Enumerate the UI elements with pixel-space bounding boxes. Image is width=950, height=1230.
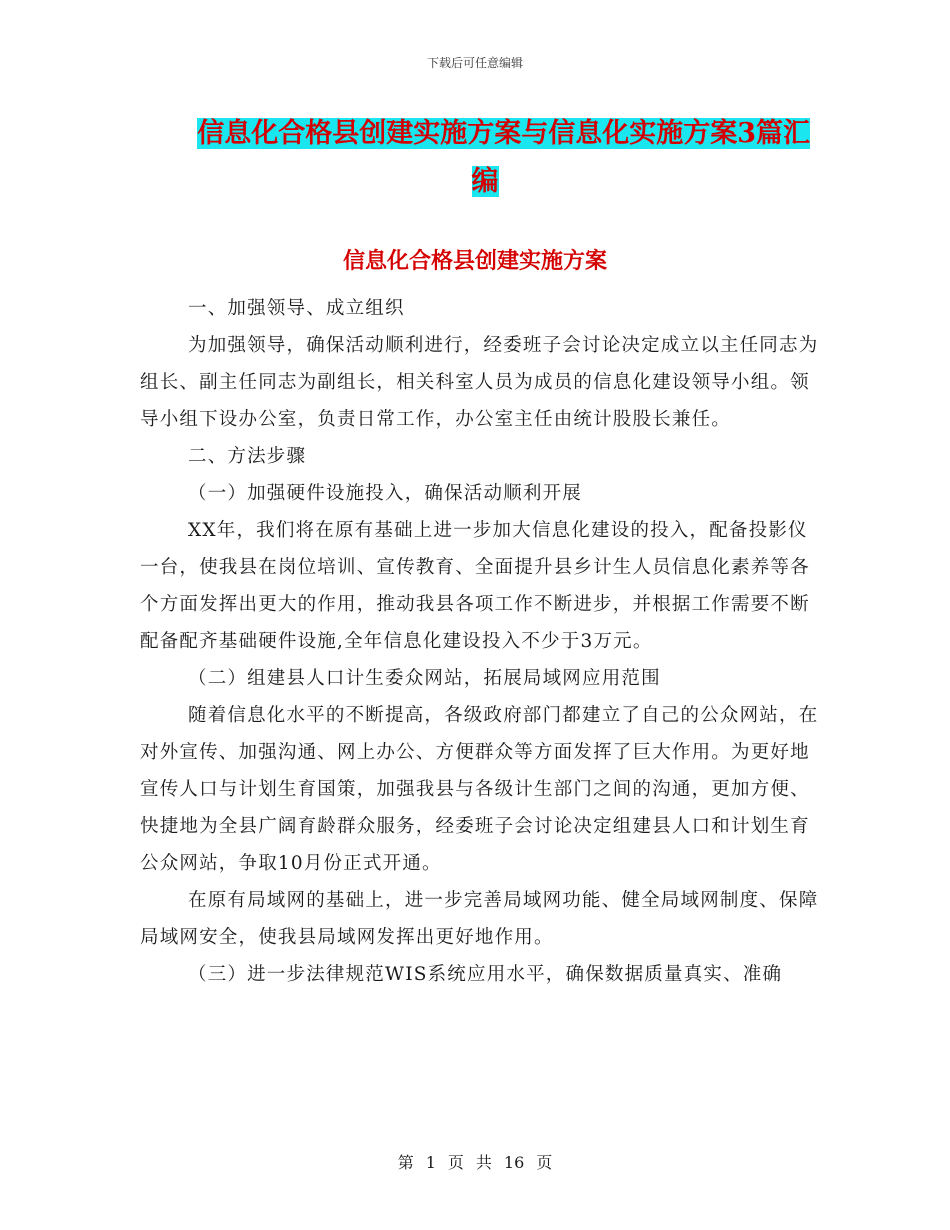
footer-prefix: 第 [397,1153,414,1172]
subheading-3: （三）进一步法律规范WIS系统应用水平，确保数据质量真实、准确 [188,964,783,985]
header-note: 下载后可任意编辑 [426,56,523,70]
title-line-1: 信息化合格县创建实施方案与信息化实施方案3篇汇 [197,118,810,149]
paragraph-4: 在原有局域网的基础上，进一步完善局域网功能、健全局域网制度、保障局域网安全，使我县局域网发挥出更好地作用。 [140,890,819,948]
footer-suffix: 页 [536,1153,553,1172]
subheading-1: （一）加强硬件设施投入，确保活动顺利开展 [188,483,583,504]
page-footer [0,1150,950,1173]
heading-2: 二、方法步骤 [188,446,307,467]
paragraph-3: 随着信息化水平的不断提高，各级政府部门都建立了自己的公众网站，在对外宣传、加强沟通、网上办公、方便群众等方面发挥了巨大作用。为更好地宣传人口与计划生育国策，加强我县与各级计生部门之间的沟通，更加方便、快捷地为全县广阔育龄群众服务，经委班子会讨论决定组建县人口和计划生育公众网站，争取10月份正式开通。 [140,705,819,874]
document-body [140,290,820,993]
section-title: 信息化合格县创建实施方案 [342,248,607,274]
paragraph-2: XX年，我们将在原有基础上进一步加大信息化建设的投入，配备投影仪一台，使我县在岗位培训、宣传教育、全面提升县乡计生人员信息化素养等各个方面发挥出更大的作用，推动我县各项工作不断进步，并根据工作需要不断配备配齐基础硬件设施,全年信息化建设投入不少于3万元。 [140,520,810,652]
document-title [150,110,810,206]
footer-page-label: 页 [447,1153,464,1172]
footer-total-label: 共 [475,1153,492,1172]
title-line-2: 编 [471,166,499,197]
heading-1: 一、加强领导、成立组织 [188,298,405,319]
paragraph-1: 为加强领导，确保活动顺利进行，经委班子会讨论决定成立以主任同志为组长、副主任同志为副组长，相关科室人员为成员的信息化建设领导小组。领导小组下设办公室，负责日常工作，办公室主任由统计股股长兼任。 [140,335,819,430]
footer-total-pages: 16 [503,1153,525,1172]
footer-page-number: 1 [425,1153,436,1172]
subheading-2: （二）组建县人口计生委众网站，拓展局域网应用范围 [188,668,661,689]
